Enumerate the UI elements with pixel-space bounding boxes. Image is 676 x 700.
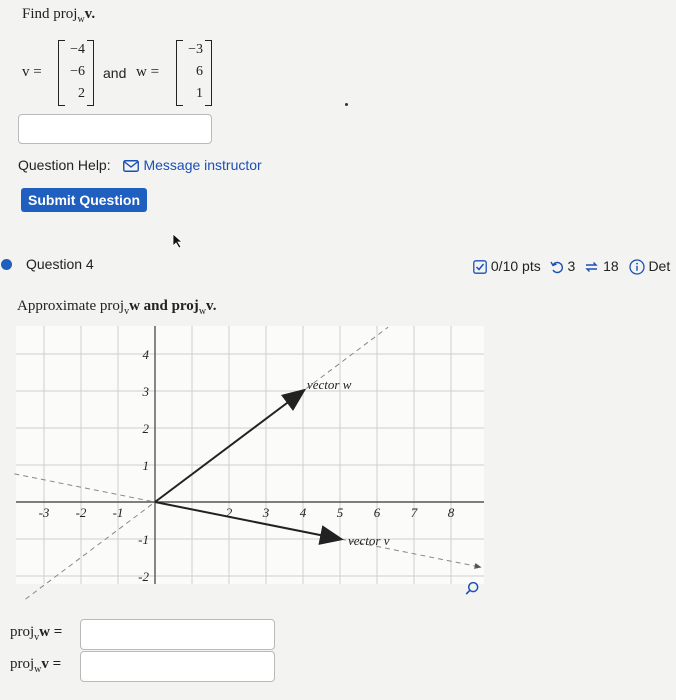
message-instructor-text: Message instructor	[143, 157, 262, 173]
v-entry-2: −6	[70, 64, 85, 79]
retries-text: 18	[603, 258, 619, 274]
proj-w-v-input[interactable]	[80, 651, 275, 682]
x-tick-label: 6	[373, 505, 381, 520]
v-matrix	[58, 40, 94, 106]
question-4-prompt: Approximate proj$_v$w and proj$_w$v.	[17, 298, 217, 317]
envelope-icon	[123, 160, 139, 172]
x-tick-label: -3	[38, 505, 50, 520]
and-text: and	[103, 65, 127, 81]
mouse-cursor-icon	[172, 233, 184, 249]
v-entry-1: −4	[70, 42, 85, 57]
y-tick-label: -2	[138, 569, 149, 584]
y-tick-label: 2	[142, 421, 149, 436]
proj-v-w-input[interactable]	[80, 619, 275, 650]
question-meta	[473, 258, 670, 275]
proj-v-w-label: proj$_v$w =	[10, 624, 63, 643]
y-tick-label: 3	[142, 384, 149, 399]
prev-prompt: Find proj$_w$v.	[22, 6, 96, 25]
details-group[interactable]	[629, 258, 671, 274]
score-group	[473, 258, 545, 274]
checkbox-icon	[473, 260, 487, 274]
y-tick-label: 1	[142, 458, 149, 473]
question-status-dot	[1, 259, 12, 270]
x-tick-label: 7	[410, 505, 418, 520]
x-tick-label: -1	[112, 505, 124, 520]
vector-w-label: vector w	[307, 377, 352, 392]
w-entry-3: 1	[196, 86, 203, 101]
v-label: v =	[22, 64, 42, 80]
w-matrix	[176, 40, 212, 106]
magnifier-icon[interactable]	[466, 583, 478, 595]
question-title: Question 4	[26, 256, 94, 272]
x-tick-label: 4	[299, 505, 307, 520]
x-tick-label: -2	[75, 505, 87, 520]
attempts-text: 3	[567, 258, 576, 274]
w-label: w =	[136, 64, 160, 80]
attempts-group	[550, 258, 580, 274]
v-entry-3: 2	[78, 86, 85, 101]
y-tick-label: -1	[138, 532, 149, 547]
retry-arrows-icon	[584, 260, 599, 274]
proj-w-v-label: proj$_w$v =	[10, 656, 62, 675]
details-text: Det	[648, 258, 671, 274]
w-entry-2: 6	[196, 64, 203, 79]
x-tick-label: 5	[336, 505, 344, 520]
submit-question-button[interactable]: Submit Question	[21, 188, 147, 212]
x-tick-label: 8	[447, 505, 455, 520]
info-icon	[629, 259, 645, 275]
x-tick-label: 3	[262, 505, 270, 520]
question-help-label: Question Help:	[18, 157, 111, 173]
vector-v-label: vector v	[348, 533, 390, 548]
message-instructor-link[interactable]	[123, 157, 262, 175]
undo-icon	[550, 260, 564, 274]
w-entry-1: −3	[188, 42, 203, 57]
retries-group	[584, 258, 622, 274]
x-tick-label: 2	[225, 505, 233, 520]
prev-answer-input[interactable]	[18, 114, 212, 144]
score-text: 0/10 pts	[490, 258, 541, 274]
projection-graph	[0, 320, 676, 610]
stray-dot	[345, 103, 348, 106]
y-tick-label: 4	[142, 347, 149, 362]
